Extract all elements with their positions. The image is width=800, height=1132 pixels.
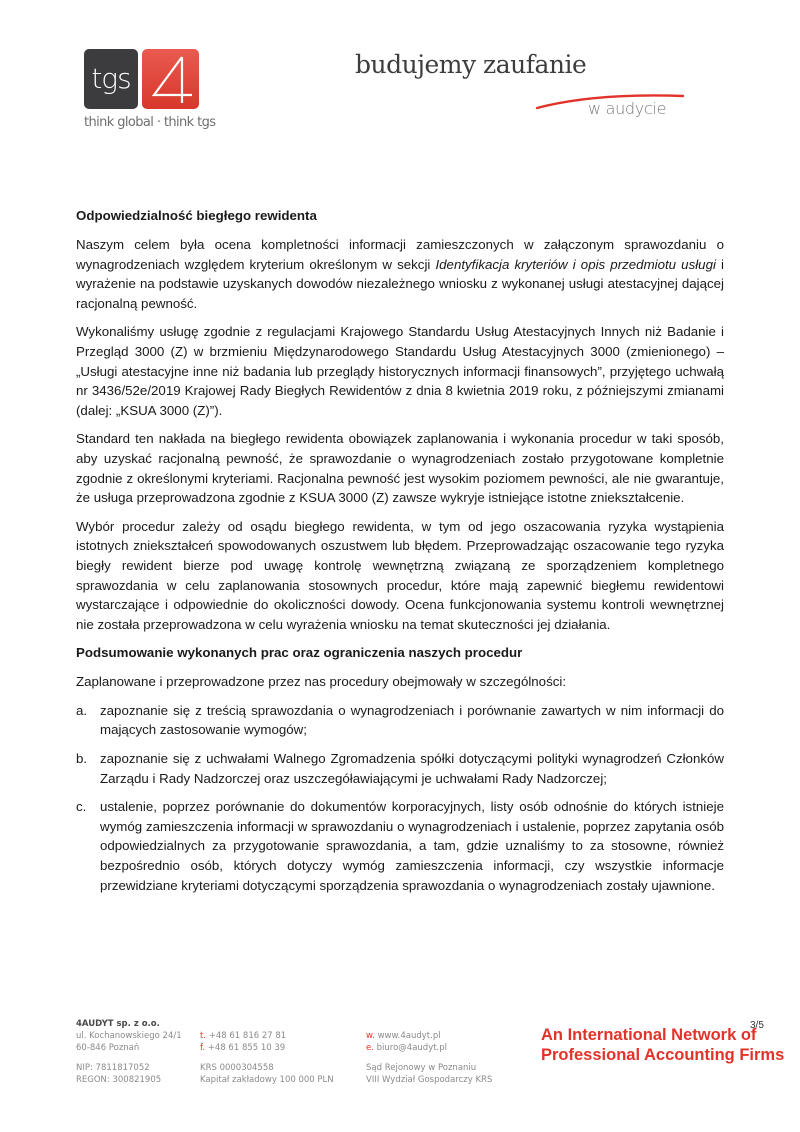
footer-website[interactable]: w. www.4audyt.pl xyxy=(366,1031,441,1041)
list-item xyxy=(76,749,724,788)
footer-email[interactable]: e. biuro@4audyt.pl xyxy=(366,1043,448,1053)
footer-company-column xyxy=(76,1018,182,1086)
list-marker: c. xyxy=(76,799,87,815)
paragraph-text: i wyrażenie na podstawie uzyskanych dowodów niezależnego wniosku z wykonanej usługi atestacyjnej dającej racjonalną pewność. xyxy=(76,256,724,311)
list-item-text: zapoznanie się z uchwałami Walnego Zgromadzenia spółki dotyczącymi polityki wynagrodzeń Członków Zarządu i Rady Nadzorczej oraz uszczegóławiającymi je uchwałami Rady Nadzorczej; xyxy=(100,751,724,786)
paragraph-italic-text: Identyfikacja kryteriów i opis przedmiotu usługi xyxy=(435,256,716,272)
slogan-main: budujemy zaufanie xyxy=(355,50,587,79)
footer-address-line1: ul. Kochanowskiego 24/1 xyxy=(76,1031,182,1041)
network-tagline-line2: Professional Accounting Firms xyxy=(541,1046,785,1064)
network-tagline xyxy=(541,1025,784,1065)
footer-fax: f. +48 61 855 10 39 xyxy=(200,1043,286,1053)
network-tagline-line1: An International Network of xyxy=(541,1026,757,1044)
page-number: 3/5 xyxy=(750,1020,764,1031)
footer xyxy=(76,1018,785,1098)
footer-court-line2: VIII Wydział Gospodarczy KRS xyxy=(366,1075,493,1085)
footer-company-name: 4AUDYT sp. z o.o. xyxy=(76,1019,160,1029)
footer-krs: KRS 0000304558 xyxy=(200,1063,274,1073)
list-item xyxy=(76,701,724,740)
logo-4-glyph-icon xyxy=(142,49,199,109)
procedures-list xyxy=(76,701,724,895)
footer-court-line1: Sąd Rejonowy w Poznaniu xyxy=(366,1063,477,1073)
list-marker: b. xyxy=(76,751,88,767)
paragraph: Zaplanowane i przeprowadzone przez nas procedury obejmowały w szczególności: xyxy=(76,674,567,690)
list-marker: a. xyxy=(76,702,88,718)
paragraph: Wykonaliśmy usługę zgodnie z regulacjami Krajowego Standardu Usług Atestacyjnych Innych niż Badanie i Przegląd 3000 (Z) w brzmieniu Międzynarodowego Standardu Usług Atestacyjnych 3000 (zmienionego) – „Usługi atestacyjne inne niż badania lub przeglądy historycznych informacji finansowych”, przyjętego uchwałą nr 3436/52e/2019 Krajowej Rady Biegłych Rewidentów z dnia 8 kwietnia 2019 roku, z późniejszymi zmianami (dalej: „KSUA 3000 (Z)”). xyxy=(76,324,724,418)
tgs4-logo xyxy=(84,49,234,149)
footer-address-line2: 60-846 Poznań xyxy=(76,1043,140,1053)
section-heading: Odpowiedzialność biegłego rewidenta xyxy=(76,208,317,223)
document-body xyxy=(76,206,724,904)
logo-4-box xyxy=(142,49,199,109)
footer-regon: REGON: 300821905 xyxy=(76,1075,162,1085)
slogan-sub: w audycie xyxy=(588,99,667,118)
logo-tgs-box: tgs xyxy=(84,49,138,109)
footer-web-column xyxy=(366,1030,492,1086)
footer-capital: Kapitał zakładowy 100 000 PLN xyxy=(200,1075,334,1085)
list-item-text: zapoznanie się z treścią sprawozdania o wynagrodzeniach i porównanie zawartych w nim informacji do mających zastosowanie wymogów; xyxy=(100,702,724,738)
footer-contact-column xyxy=(200,1030,334,1086)
paragraph xyxy=(76,235,724,313)
paragraph: Standard ten nakłada na biegłego rewidenta obowiązek zaplanowania i wykonania procedur w taki sposób, aby uzyskać racjonalną pewność, że sprawozdanie o wynagrodzeniach zostało przygotowane kompletnie zgodnie z określonymi kryteriami. Racjonalna pewność jest wysokim poziomem pewności, ale nie gwarantuje, że usługa przeprowadzona zgodnie z KSUA 3000 (Z) zawsze wykryje istniejące istotne zniekształcenie. xyxy=(76,431,724,506)
paragraph: Wybór procedur zależy od osądu biegłego rewidenta, w tym od jego oszacowania ryzyka wystąpienia istotnych zniekształceń spowodowanych oszustwem lub błędem. Przeprowadzając oszacowanie tego ryzyka biegły rewident bierze pod uwagę kontrolę wewnętrzną związaną ze sporządzeniem kompletnego sprawozdania w celu zaplanowania stosownych procedur, które mają zapewnić biegłemu rewidentowi wystarczające i odpowiednie do okoliczności dowody. Ocena funkcjonowania systemu kontroli wewnętrznej nie została przeprowadzona w celu wyrażenia wniosku na temat skuteczności jej działania. xyxy=(76,518,724,632)
list-item xyxy=(76,797,724,895)
slogan xyxy=(355,50,685,130)
footer-nip: NIP: 7811817052 xyxy=(76,1063,150,1073)
section-heading: Podsumowanie wykonanych prac oraz ograniczenia naszych procedur xyxy=(76,645,523,661)
list-item-text: ustalenie, poprzez porównanie do dokumentów korporacyjnych, listy osób odnośnie do których istnieje wymóg zamieszczenia informacji w sprawozdaniu o wynagrodzeniach i ustalenie, poprzez zapytania osób odpowiedzialnych za przygotowanie sprawozdania, a tam, gdzie uznaliśmy to za stosowne, również bezpośrednio osób, których dotyczy wymóg zamieszczenia informacji, czy wszystkie informacje przewidziane kryteriami dotyczącymi sporządzenia sprawozdania o wynagrodzeniach zostały ujawnione. xyxy=(100,799,724,893)
logo-tagline: think global · think tgs xyxy=(84,115,216,130)
paragraph-text: Naszym celem była ocena kompletności informacji zamieszczonych w załączonym sprawozdaniu o wynagrodzeniach względem kryterium określonym w sekcji xyxy=(76,237,724,272)
footer-phone: t. +48 61 816 27 81 xyxy=(200,1031,287,1041)
